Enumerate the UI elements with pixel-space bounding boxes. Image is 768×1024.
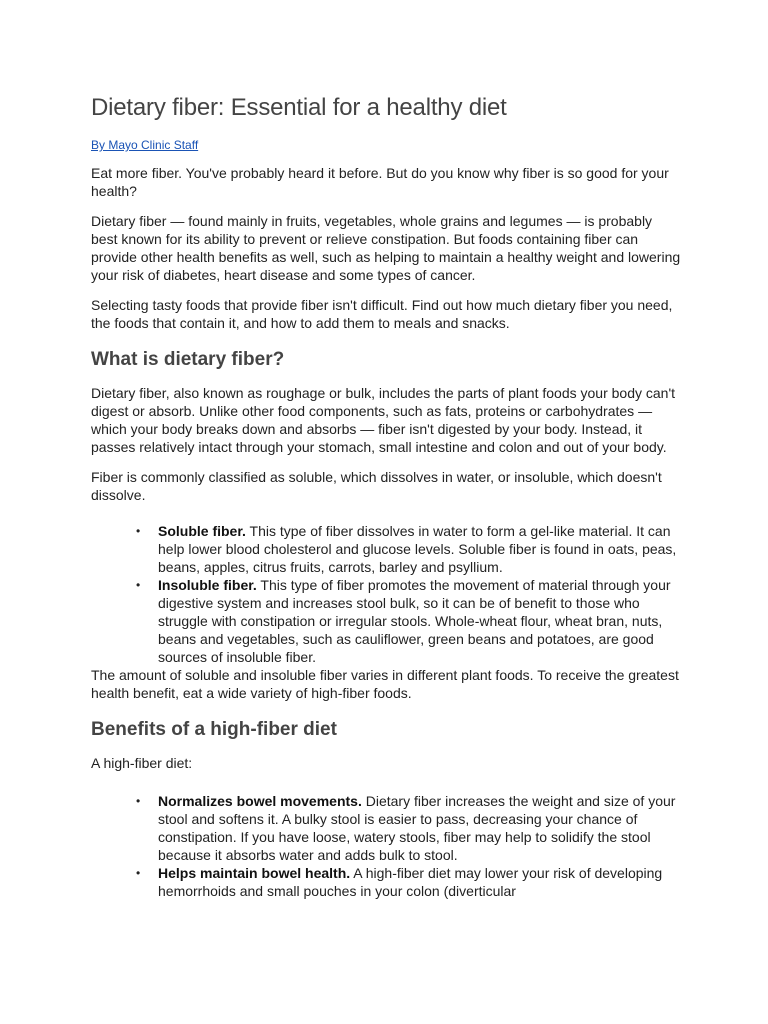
list-item [136, 792, 681, 864]
bullet-icon: • [136, 794, 141, 808]
list-item-text: Dietary fiber increases the weight and size of your stool and softens it. A bulky stool is easier to pass, decreasing your chance of constipation. If you have loose, watery stools, fiber may help to solidify the stool because it absorbs water and adds bulk to stool. [158, 793, 676, 863]
list-item-term: Soluble fiber. [158, 523, 246, 539]
article [91, 92, 681, 900]
section2-intro: A high-fiber diet: [91, 755, 193, 771]
bullet-icon: • [136, 578, 141, 592]
fiber-types-list [91, 522, 681, 666]
byline-link[interactable]: By Mayo Clinic Staff [91, 138, 199, 152]
byline [91, 138, 681, 153]
intro-paragraph-1: Eat more fiber. You've probably heard it before. But do you know why fiber is so good for your health? [91, 165, 669, 199]
intro-paragraph-3: Selecting tasty foods that provide fiber isn't difficult. Find out how much dietary fiber you need, the foods that contain it, and how to add them to meals and snacks. [91, 297, 673, 331]
section1-paragraph-1: Dietary fiber, also known as roughage or bulk, includes the parts of plant foods your body can't digest or absorb. Unlike other food components, such as fats, proteins or carbohydrates — which your body breaks down and absorbs — fiber isn't digested by your body. Instead, it passes relatively intact through your stomach, small intestine and colon and out of your body. [91, 385, 676, 455]
list-item [136, 522, 681, 576]
list-item-text: This type of fiber dissolves in water to form a gel-like material. It can help lower blood cholesterol and glucose levels. Soluble fiber is found in oats, peas, beans, apples, citrus fruits, carrots, barley and psyllium. [158, 523, 677, 575]
bullet-icon: • [136, 524, 141, 538]
article-title: Dietary fiber: Essential for a healthy diet [91, 94, 507, 121]
list-item [136, 864, 681, 900]
list-item [136, 576, 681, 666]
section1-paragraph-2: Fiber is commonly classified as soluble, which dissolves in water, or insoluble, which doesn't dissolve. [91, 469, 662, 503]
section-heading-benefits: Benefits of a high-fiber diet [91, 719, 337, 740]
bullet-icon: • [136, 866, 141, 880]
section1-closing-paragraph: The amount of soluble and insoluble fiber varies in different plant foods. To receive the greatest health benefit, eat a wide variety of high-fiber foods. [91, 667, 679, 701]
list-item-text: A high-fiber diet may lower your risk of developing hemorrhoids and small pouches in your colon (diverticular [158, 865, 663, 899]
list-item-text: This type of fiber promotes the movement of material through your digestive system and increases stool bulk, so it can be of benefit to those who struggle with constipation or irregular stools. Whole-wheat flour, wheat bran, nuts, beans and vegetables, such as cauliflower, green beans and potatoes, are good sources of insoluble fiber. [158, 577, 671, 665]
list-item-term: Insoluble fiber. [158, 577, 257, 593]
intro-paragraph-2: Dietary fiber — found mainly in fruits, vegetables, whole grains and legumes — is probably best known for its ability to prevent or relieve constipation. But foods containing fiber can provide other health benefits as well, such as helping to maintain a healthy weight and lowering your risk of diabetes, heart disease and some types of cancer. [91, 213, 681, 283]
list-item-term: Normalizes bowel movements. [158, 793, 362, 809]
section-heading-what-is-fiber: What is dietary fiber? [91, 349, 285, 370]
benefits-list [91, 792, 681, 900]
list-item-term: Helps maintain bowel health. [158, 865, 351, 881]
